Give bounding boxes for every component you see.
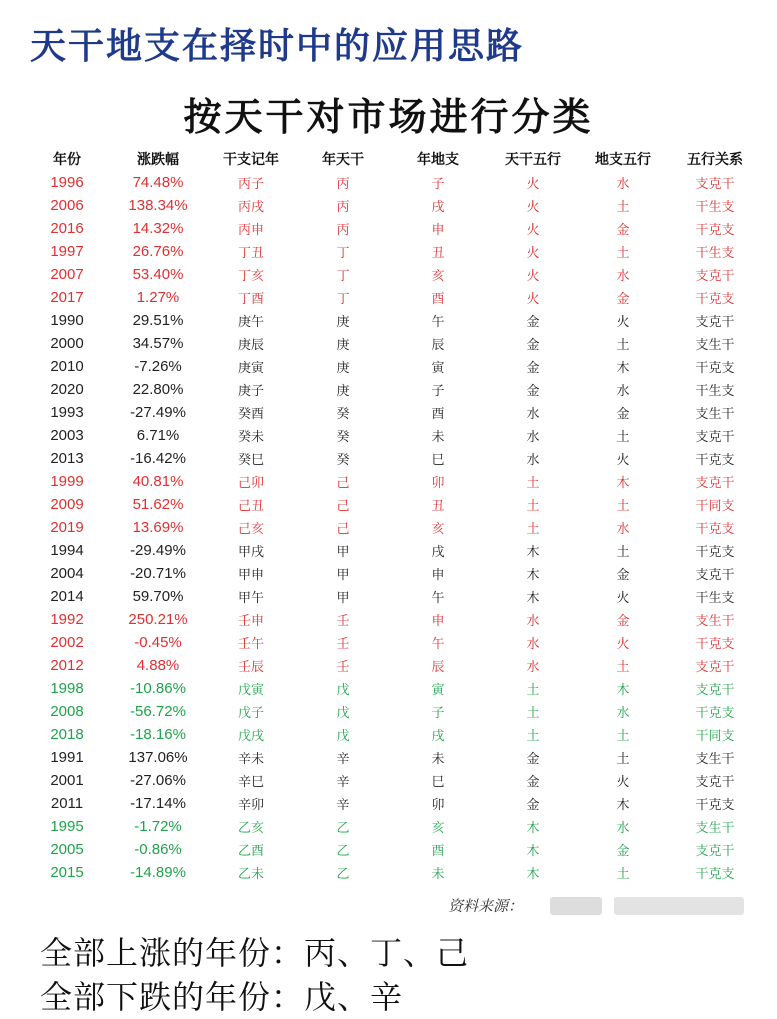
cell-branch-element: 木 bbox=[616, 476, 630, 491]
cell-change: 250.21% bbox=[128, 611, 188, 628]
cell-year: 2014 bbox=[50, 588, 84, 605]
cell-ganzhi: 丁亥 bbox=[237, 269, 264, 284]
cell-relation: 干生支 bbox=[695, 200, 735, 215]
cell-stem-element: 土 bbox=[526, 729, 540, 744]
cell-stem-element: 火 bbox=[526, 246, 540, 261]
cell-branch: 寅 bbox=[431, 683, 445, 698]
cell-stem: 壬 bbox=[336, 660, 350, 675]
cell-relation: 干克支 bbox=[695, 637, 735, 652]
cell-relation: 干生支 bbox=[695, 384, 735, 399]
cell-stem: 庚 bbox=[336, 384, 350, 399]
cell-ganzhi: 甲戌 bbox=[237, 545, 264, 560]
cell-relation: 支生干 bbox=[695, 338, 735, 353]
cell-ganzhi: 壬申 bbox=[237, 614, 264, 629]
cell-ganzhi: 壬午 bbox=[237, 637, 264, 652]
cell-relation: 干克支 bbox=[695, 292, 735, 307]
cell-stem-element: 火 bbox=[526, 269, 540, 284]
cell-year: 2013 bbox=[50, 450, 84, 467]
cell-stem-element: 木 bbox=[526, 821, 540, 836]
cell-change: -29.49% bbox=[130, 542, 186, 559]
cell-stem-element: 金 bbox=[526, 315, 540, 330]
cell-stem: 癸 bbox=[336, 407, 350, 422]
cell-relation: 干同支 bbox=[695, 729, 735, 744]
cell-ganzhi: 乙酉 bbox=[237, 844, 264, 859]
cell-change: 26.76% bbox=[132, 243, 184, 260]
cell-branch: 子 bbox=[431, 706, 445, 721]
cell-year: 1999 bbox=[50, 473, 84, 490]
table-row bbox=[22, 355, 762, 378]
cell-branch: 酉 bbox=[431, 292, 445, 307]
cell-stem-element: 金 bbox=[526, 338, 540, 353]
cell-branch: 未 bbox=[431, 752, 445, 767]
cell-ganzhi: 癸巳 bbox=[237, 453, 264, 468]
cell-ganzhi: 甲申 bbox=[237, 568, 264, 583]
cell-branch: 子 bbox=[431, 384, 445, 399]
table-row bbox=[22, 332, 762, 355]
cell-ganzhi: 癸未 bbox=[237, 430, 264, 445]
cell-stem-element: 火 bbox=[526, 223, 540, 238]
cell-year: 2003 bbox=[50, 427, 84, 444]
cell-stem-element: 土 bbox=[526, 476, 540, 491]
cell-relation: 干克支 bbox=[695, 706, 735, 721]
cell-year: 2010 bbox=[50, 358, 84, 375]
cell-year: 2008 bbox=[50, 703, 84, 720]
cell-change: -17.14% bbox=[130, 795, 186, 812]
cell-year: 2002 bbox=[50, 634, 84, 651]
cell-change: 51.62% bbox=[132, 496, 184, 513]
cell-branch: 申 bbox=[431, 568, 445, 583]
cell-change: -14.89% bbox=[130, 864, 186, 881]
cell-ganzhi: 庚子 bbox=[237, 384, 264, 399]
cell-branch-element: 土 bbox=[616, 200, 630, 215]
cell-relation: 干同支 bbox=[695, 499, 735, 514]
cell-branch: 未 bbox=[431, 430, 445, 445]
cell-branch: 酉 bbox=[431, 844, 445, 859]
cell-branch-element: 水 bbox=[616, 821, 630, 836]
cell-ganzhi: 辛未 bbox=[237, 752, 264, 767]
cell-change: 14.32% bbox=[132, 220, 184, 237]
cell-branch: 子 bbox=[431, 177, 445, 192]
cell-change: 34.57% bbox=[132, 335, 184, 352]
table-row bbox=[22, 378, 762, 401]
cell-year: 1998 bbox=[50, 680, 84, 697]
cell-branch: 午 bbox=[431, 315, 445, 330]
cell-change: 40.81% bbox=[132, 473, 184, 490]
cell-year: 2005 bbox=[50, 841, 84, 858]
cell-stem: 乙 bbox=[336, 867, 350, 882]
cell-branch-element: 火 bbox=[616, 591, 630, 606]
header-branch: 年地支 bbox=[417, 152, 459, 168]
cell-ganzhi: 丙戌 bbox=[237, 200, 264, 215]
cell-stem: 壬 bbox=[336, 614, 350, 629]
cell-relation: 支克干 bbox=[695, 683, 735, 698]
cell-branch: 巳 bbox=[431, 453, 445, 468]
cell-relation: 干克支 bbox=[695, 867, 735, 882]
cell-change: 74.48% bbox=[132, 174, 184, 191]
cell-ganzhi: 辛卯 bbox=[237, 798, 264, 813]
cell-year: 1993 bbox=[50, 404, 84, 421]
cell-branch: 寅 bbox=[431, 361, 445, 376]
cell-ganzhi: 丁酉 bbox=[237, 292, 264, 307]
blurred-source-redaction bbox=[614, 897, 744, 915]
cell-relation: 支克干 bbox=[695, 476, 735, 491]
cell-stem: 壬 bbox=[336, 637, 350, 652]
cell-branch-element: 土 bbox=[616, 729, 630, 744]
cell-ganzhi: 戊子 bbox=[237, 706, 264, 721]
table-row bbox=[22, 401, 762, 424]
cell-relation: 支克干 bbox=[695, 430, 735, 445]
cell-stem: 丙 bbox=[336, 177, 350, 192]
table-row bbox=[22, 677, 762, 700]
cell-change: 29.51% bbox=[132, 312, 184, 329]
cell-relation: 支生干 bbox=[695, 614, 735, 629]
cell-stem-element: 金 bbox=[526, 798, 540, 813]
cell-change: -0.86% bbox=[134, 841, 182, 858]
cell-branch-element: 火 bbox=[616, 637, 630, 652]
header-change: 涨跌幅 bbox=[137, 152, 179, 168]
cell-change: -0.45% bbox=[134, 634, 182, 651]
cell-year: 2006 bbox=[50, 197, 84, 214]
cell-branch-element: 土 bbox=[616, 246, 630, 261]
cell-year: 2007 bbox=[50, 266, 84, 283]
cell-ganzhi: 丙子 bbox=[237, 177, 264, 192]
cell-year: 1991 bbox=[50, 749, 84, 766]
cell-stem: 辛 bbox=[336, 798, 350, 813]
cell-stem: 丙 bbox=[336, 223, 350, 238]
table-row bbox=[22, 171, 762, 194]
cell-ganzhi: 癸酉 bbox=[237, 407, 264, 422]
table-row bbox=[22, 424, 762, 447]
table-row bbox=[22, 861, 762, 884]
cell-relation: 干克支 bbox=[695, 453, 735, 468]
cell-ganzhi: 戊寅 bbox=[237, 683, 264, 698]
cell-stem: 庚 bbox=[336, 361, 350, 376]
table-row bbox=[22, 769, 762, 792]
cell-stem-element: 木 bbox=[526, 591, 540, 606]
cell-relation: 支生干 bbox=[695, 752, 735, 767]
cell-branch: 午 bbox=[431, 591, 445, 606]
cell-relation: 干克支 bbox=[695, 361, 735, 376]
cell-year: 2012 bbox=[50, 657, 84, 674]
cell-ganzhi: 乙亥 bbox=[237, 821, 264, 836]
cell-branch-element: 水 bbox=[616, 384, 630, 399]
table-row bbox=[22, 263, 762, 286]
cell-year: 1994 bbox=[50, 542, 84, 559]
table-row bbox=[22, 631, 762, 654]
cell-relation: 支生干 bbox=[695, 407, 735, 422]
cell-branch-element: 土 bbox=[616, 752, 630, 767]
cell-stem-element: 金 bbox=[526, 775, 540, 790]
cell-branch: 酉 bbox=[431, 407, 445, 422]
cell-ganzhi: 庚午 bbox=[237, 315, 264, 330]
cell-change: 1.27% bbox=[136, 289, 180, 306]
cell-change: 22.80% bbox=[132, 381, 184, 398]
cell-branch-element: 水 bbox=[616, 177, 630, 192]
cell-year: 2017 bbox=[50, 289, 84, 306]
cell-stem-element: 金 bbox=[526, 361, 540, 376]
cell-change: -20.71% bbox=[130, 565, 186, 582]
cell-stem-element: 土 bbox=[526, 522, 540, 537]
table-row bbox=[22, 654, 762, 677]
header-ganzhi: 干支记年 bbox=[223, 152, 279, 168]
cell-stem-element: 水 bbox=[526, 637, 540, 652]
cell-stem-element: 火 bbox=[526, 200, 540, 215]
cell-relation: 干生支 bbox=[695, 591, 735, 606]
cell-ganzhi: 己丑 bbox=[237, 499, 264, 514]
cell-stem: 戊 bbox=[336, 729, 350, 744]
cell-stem: 己 bbox=[336, 476, 350, 491]
header-stem-element: 天干五行 bbox=[505, 152, 561, 168]
cell-ganzhi: 辛巳 bbox=[237, 775, 264, 790]
table-row bbox=[22, 792, 762, 815]
cell-stem: 庚 bbox=[336, 338, 350, 353]
cell-stem: 庚 bbox=[336, 315, 350, 330]
header-year: 年份 bbox=[53, 152, 81, 168]
cell-relation: 支克干 bbox=[695, 315, 735, 330]
cell-stem-element: 土 bbox=[526, 499, 540, 514]
cell-branch-element: 土 bbox=[616, 338, 630, 353]
cell-branch: 亥 bbox=[431, 522, 445, 537]
summary-down-years: 全部下跌的年份：戊、辛 bbox=[40, 978, 404, 1016]
cell-ganzhi: 己亥 bbox=[237, 522, 264, 537]
page-subtitle: 按天干对市场进行分类 bbox=[183, 94, 594, 139]
cell-branch: 卯 bbox=[431, 798, 445, 813]
cell-branch: 卯 bbox=[431, 476, 445, 491]
cell-stem: 戊 bbox=[336, 683, 350, 698]
cell-relation: 支生干 bbox=[695, 821, 735, 836]
cell-stem-element: 水 bbox=[526, 614, 540, 629]
cell-stem-element: 火 bbox=[526, 292, 540, 307]
cell-stem: 甲 bbox=[336, 545, 350, 560]
cell-relation: 干克支 bbox=[695, 545, 735, 560]
cell-branch: 午 bbox=[431, 637, 445, 652]
table-row bbox=[22, 194, 762, 217]
cell-branch-element: 火 bbox=[616, 453, 630, 468]
cell-branch-element: 金 bbox=[616, 614, 630, 629]
cell-change: -27.49% bbox=[130, 404, 186, 421]
cell-ganzhi: 壬辰 bbox=[237, 660, 264, 675]
cell-branch-element: 水 bbox=[616, 269, 630, 284]
cell-stem: 辛 bbox=[336, 752, 350, 767]
cell-branch: 丑 bbox=[431, 246, 445, 261]
cell-branch-element: 木 bbox=[616, 361, 630, 376]
cell-branch-element: 木 bbox=[616, 683, 630, 698]
source-label: 资料来源： bbox=[448, 897, 524, 915]
cell-relation: 支克干 bbox=[695, 177, 735, 192]
cell-year: 2020 bbox=[50, 381, 84, 398]
table-row bbox=[22, 493, 762, 516]
cell-change: -27.06% bbox=[130, 772, 186, 789]
cell-branch: 亥 bbox=[431, 821, 445, 836]
cell-stem-element: 水 bbox=[526, 660, 540, 675]
cell-stem-element: 木 bbox=[526, 568, 540, 583]
cell-branch-element: 木 bbox=[616, 798, 630, 813]
cell-stem: 己 bbox=[336, 522, 350, 537]
cell-ganzhi: 丙申 bbox=[237, 223, 264, 238]
cell-year: 1995 bbox=[50, 818, 84, 835]
cell-stem-element: 水 bbox=[526, 407, 540, 422]
cell-stem-element: 木 bbox=[526, 545, 540, 560]
cell-stem-element: 金 bbox=[526, 752, 540, 767]
cell-change: -10.86% bbox=[130, 680, 186, 697]
cell-stem: 甲 bbox=[336, 568, 350, 583]
cell-branch-element: 土 bbox=[616, 545, 630, 560]
cell-change: 53.40% bbox=[132, 266, 184, 283]
cell-branch-element: 土 bbox=[616, 430, 630, 445]
cell-branch: 戌 bbox=[431, 545, 445, 560]
cell-branch: 丑 bbox=[431, 499, 445, 514]
cell-year: 1997 bbox=[50, 243, 84, 260]
cell-stem: 戊 bbox=[336, 706, 350, 721]
cell-stem: 乙 bbox=[336, 821, 350, 836]
cell-branch-element: 火 bbox=[616, 315, 630, 330]
cell-change: 4.88% bbox=[136, 657, 180, 674]
cell-stem-element: 水 bbox=[526, 430, 540, 445]
cell-year: 2015 bbox=[50, 864, 84, 881]
cell-change: 138.34% bbox=[128, 197, 188, 214]
table-row bbox=[22, 470, 762, 493]
cell-relation: 支克干 bbox=[695, 844, 735, 859]
cell-relation: 支克干 bbox=[695, 568, 735, 583]
table-row bbox=[22, 838, 762, 861]
cell-change: -56.72% bbox=[130, 703, 186, 720]
table-row bbox=[22, 562, 762, 585]
cell-year: 2009 bbox=[50, 496, 84, 513]
cell-branch: 辰 bbox=[431, 338, 445, 353]
cell-branch-element: 金 bbox=[616, 407, 630, 422]
table-row bbox=[22, 608, 762, 631]
table-row bbox=[22, 700, 762, 723]
cell-stem: 辛 bbox=[336, 775, 350, 790]
cell-change: 59.70% bbox=[132, 588, 184, 605]
table-row bbox=[22, 539, 762, 562]
cell-branch: 申 bbox=[431, 223, 445, 238]
table-row bbox=[22, 815, 762, 838]
cell-year: 2011 bbox=[50, 795, 84, 812]
cell-branch-element: 土 bbox=[616, 660, 630, 675]
cell-ganzhi: 庚辰 bbox=[237, 338, 264, 353]
cell-branch-element: 火 bbox=[616, 775, 630, 790]
cell-year: 2019 bbox=[50, 519, 84, 536]
blurred-source-redaction bbox=[550, 897, 602, 915]
cell-ganzhi: 乙未 bbox=[237, 867, 264, 882]
cell-year: 1996 bbox=[50, 174, 84, 191]
cell-branch-element: 金 bbox=[616, 292, 630, 307]
cell-year: 2004 bbox=[50, 565, 84, 582]
cell-branch-element: 金 bbox=[616, 568, 630, 583]
cell-ganzhi: 甲午 bbox=[237, 591, 264, 606]
cell-stem: 癸 bbox=[336, 453, 350, 468]
cell-branch: 巳 bbox=[431, 775, 445, 790]
cell-branch: 申 bbox=[431, 614, 445, 629]
table-row bbox=[22, 585, 762, 608]
table-body bbox=[22, 171, 762, 884]
cell-relation: 干克支 bbox=[695, 223, 735, 238]
cell-change: 137.06% bbox=[128, 749, 188, 766]
cell-year: 1990 bbox=[50, 312, 84, 329]
table-row bbox=[22, 240, 762, 263]
cell-year: 2016 bbox=[50, 220, 84, 237]
cell-change: 13.69% bbox=[132, 519, 184, 536]
cell-change: -18.16% bbox=[130, 726, 186, 743]
cell-stem: 丙 bbox=[336, 200, 350, 215]
cell-branch: 亥 bbox=[431, 269, 445, 284]
cell-relation: 支克干 bbox=[695, 269, 735, 284]
cell-branch: 辰 bbox=[431, 660, 445, 675]
cell-change: -1.72% bbox=[134, 818, 182, 835]
cell-branch-element: 金 bbox=[616, 223, 630, 238]
cell-ganzhi: 庚寅 bbox=[237, 361, 264, 376]
cell-stem: 丁 bbox=[336, 292, 350, 307]
cell-stem: 己 bbox=[336, 499, 350, 514]
cell-branch-element: 土 bbox=[616, 499, 630, 514]
cell-stem-element: 木 bbox=[526, 867, 540, 882]
header-branch-element: 地支五行 bbox=[595, 152, 651, 168]
cell-year: 2000 bbox=[50, 335, 84, 352]
header-relation: 五行关系 bbox=[687, 152, 743, 168]
cell-stem-element: 木 bbox=[526, 844, 540, 859]
header-stem: 年天干 bbox=[322, 152, 364, 168]
cell-stem: 丁 bbox=[336, 246, 350, 261]
cell-stem-element: 金 bbox=[526, 384, 540, 399]
cell-change: 6.71% bbox=[136, 427, 180, 444]
cell-stem: 甲 bbox=[336, 591, 350, 606]
cell-branch: 未 bbox=[431, 867, 445, 882]
cell-ganzhi: 戊戌 bbox=[237, 729, 264, 744]
cell-relation: 支克干 bbox=[695, 660, 735, 675]
cell-stem: 丁 bbox=[336, 269, 350, 284]
data-table bbox=[22, 147, 762, 884]
cell-stem-element: 土 bbox=[526, 706, 540, 721]
cell-branch-element: 土 bbox=[616, 867, 630, 882]
table-row bbox=[22, 516, 762, 539]
cell-relation: 干克支 bbox=[695, 522, 735, 537]
cell-stem-element: 水 bbox=[526, 453, 540, 468]
cell-year: 2018 bbox=[50, 726, 84, 743]
cell-branch: 戌 bbox=[431, 729, 445, 744]
table-row bbox=[22, 217, 762, 240]
cell-stem-element: 土 bbox=[526, 683, 540, 698]
cell-branch-element: 水 bbox=[616, 522, 630, 537]
cell-relation: 干生支 bbox=[695, 246, 735, 261]
cell-ganzhi: 丁丑 bbox=[237, 246, 264, 261]
cell-relation: 支克干 bbox=[695, 775, 735, 790]
table-row bbox=[22, 309, 762, 332]
cell-ganzhi: 己卯 bbox=[237, 476, 264, 491]
table-row bbox=[22, 723, 762, 746]
cell-year: 1992 bbox=[50, 611, 84, 628]
cell-relation: 干克支 bbox=[695, 798, 735, 813]
cell-stem: 癸 bbox=[336, 430, 350, 445]
cell-branch: 戌 bbox=[431, 200, 445, 215]
cell-branch-element: 金 bbox=[616, 844, 630, 859]
cell-change: -16.42% bbox=[130, 450, 186, 467]
cell-change: -7.26% bbox=[134, 358, 182, 375]
cell-stem-element: 火 bbox=[526, 177, 540, 192]
cell-year: 2001 bbox=[50, 772, 84, 789]
table-row bbox=[22, 286, 762, 309]
table-row bbox=[22, 746, 762, 769]
summary-up-years: 全部上涨的年份：丙、丁、己 bbox=[40, 934, 470, 972]
cell-stem: 乙 bbox=[336, 844, 350, 859]
cell-branch-element: 水 bbox=[616, 706, 630, 721]
page-title: 天干地支在择时中的应用思路 bbox=[30, 25, 525, 67]
table-header-row bbox=[22, 147, 762, 171]
table-row bbox=[22, 447, 762, 470]
